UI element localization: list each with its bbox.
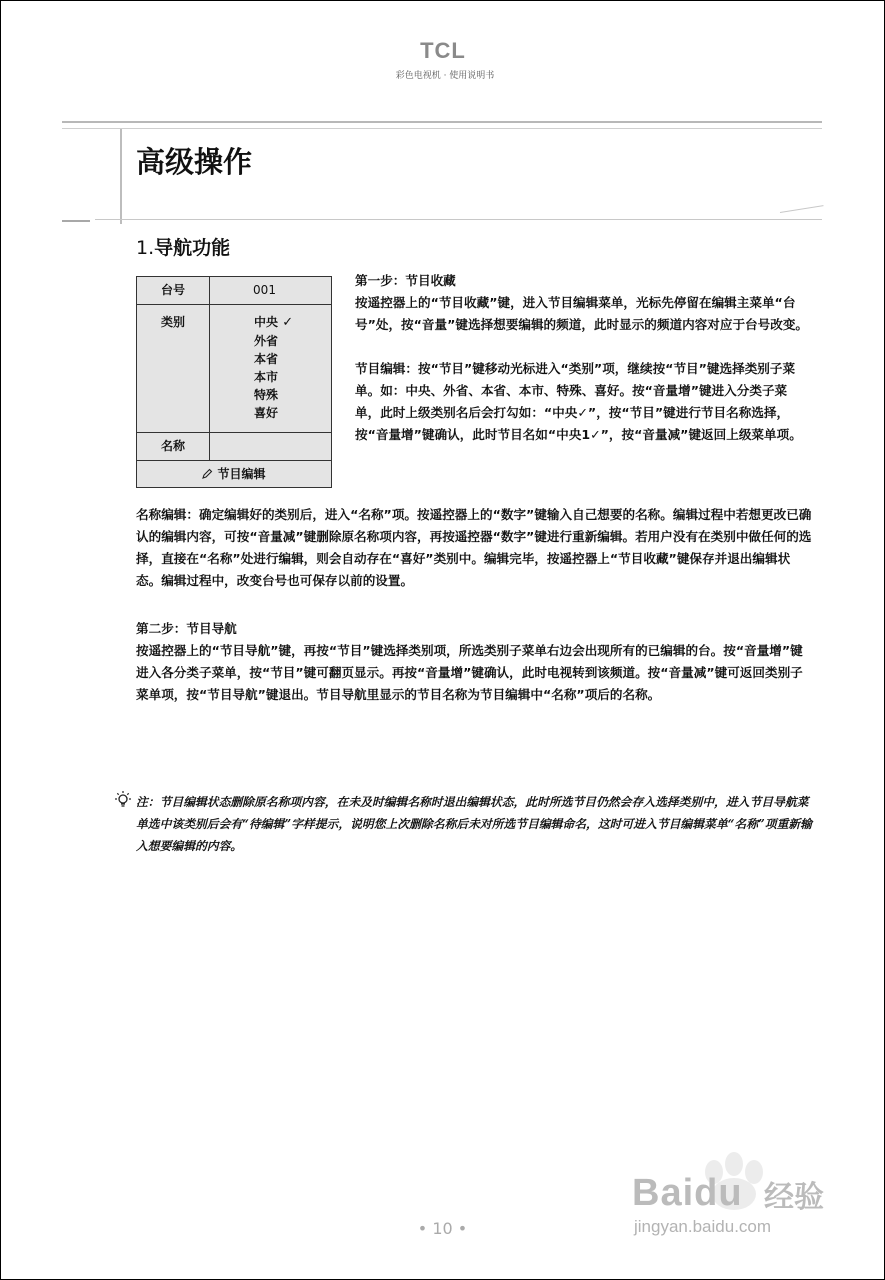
menu-name-value bbox=[209, 433, 331, 460]
category-item: 本市 bbox=[254, 370, 279, 384]
watermark-url: jingyan.baidu.com bbox=[634, 1217, 772, 1236]
menu-row-number bbox=[137, 277, 331, 305]
step2-paragraph-1: 按遥控器上的“节目导航”键，再按“节目”键选择类别项，所选类别子菜单右边会出现所有的已编辑的台。按“音量增”键进入各分类子菜单，按“节目”键可翻页显示。再按“音量增”键确认，此时电视转到该频道。按“音量减”键可返回类别子菜单项，按“节目导航”键退出。节目导航里显示的节目名称为节目编辑中“名称”项后的名称。 bbox=[136, 643, 803, 702]
menu-name-label: 名称 bbox=[160, 439, 185, 453]
program-edit-menu-diagram bbox=[136, 276, 332, 488]
menu-row-name bbox=[137, 433, 331, 461]
note-text: 注：节目编辑状态删除原名称项内容，在未及时编辑名称时退出编辑状态，此时所选节目仍然会存入选择类别中，进入节目导航菜单选中该类别后会有“待编辑”字样提示，说明您上次删除名称后未对所选节目编辑命名，这时可进入节目编辑菜单“名称”项重新输入想要编辑的内容。 bbox=[136, 795, 812, 853]
watermark-brand: Baidu bbox=[632, 1172, 743, 1214]
subsection-number: 1. bbox=[136, 237, 155, 259]
step2-title: 第二步：节目导航 bbox=[136, 621, 237, 636]
category-item: 中央 ✓ bbox=[254, 315, 294, 330]
menu-row-category bbox=[137, 305, 331, 433]
menu-number-value: 001 bbox=[209, 277, 331, 304]
category-item: 外省 bbox=[254, 334, 279, 348]
section-rule bbox=[95, 219, 822, 220]
menu-category-label: 类别 bbox=[160, 315, 185, 329]
category-list bbox=[254, 313, 293, 422]
step1-paragraph-2: 节目编辑：按“节目”键移动光标进入“类别”项，继续按“节目”键选择类别子菜单。如：中央、外省、本省、本市、特殊、喜好。按“音量增”键进入分类子菜单，此时上级类别名后会打勾如：“中央✓”，按“节目”键进行节目名称选择，按“音量增”键确认，此时节目名如“中央1✓”，按“音量减”键返回上级菜单项。 bbox=[355, 361, 802, 442]
header-subtitle: 彩色电视机 · 使用说明书 bbox=[395, 71, 495, 81]
section-title: 高级操作 bbox=[136, 145, 253, 179]
category-item: 特殊 bbox=[254, 388, 279, 402]
step1-paragraph-3: 名称编辑：确定编辑好的类别后，进入“名称”项。按遥控器上的“数字”键输入自己想要的名称。编辑过程中若想更改已确认的编辑内容，可按“音量减”键删除原名称项内容，再按遥控器“数字”键进行重新编辑。若用户没有在类别中做任何的选择，直接在“名称”处进行编辑，则会自动存在“喜好”类别中。编辑完毕，按遥控器上“节目收藏”键保存并退出编辑状态。编辑过程中，改变台号也可保存以前的设置。 bbox=[136, 507, 812, 588]
header-rule bbox=[62, 121, 822, 123]
menu-category-values bbox=[209, 305, 331, 432]
category-item: 喜好 bbox=[254, 406, 279, 420]
menu-edit-label: 节目编辑 bbox=[217, 467, 266, 481]
subsection-heading bbox=[136, 233, 230, 260]
header-rule-thin bbox=[62, 128, 822, 129]
section-vertical-bar bbox=[120, 129, 122, 224]
section-rule-accent bbox=[62, 220, 90, 222]
check-icon: ✓ bbox=[282, 315, 294, 330]
lightbulb-icon bbox=[113, 790, 133, 810]
step1-paragraph-1: 按遥控器上的“节目收藏”键，进入节目编辑菜单，光标先停留在编辑主菜单“台号”处，按“音量”键选择想要编辑的频道，此时显示的频道内容对应于台号改变。 bbox=[355, 295, 809, 332]
subsection-title: 导航功能 bbox=[154, 237, 231, 259]
menu-number-label: 台号 bbox=[160, 283, 185, 297]
edit-icon bbox=[202, 468, 213, 479]
step1-title: 第一步：节目收藏 bbox=[355, 273, 456, 288]
tcl-logo: TCL bbox=[420, 38, 466, 63]
menu-edit-footer bbox=[137, 461, 331, 487]
category-item: 本省 bbox=[254, 352, 279, 366]
watermark-suffix: 经验 bbox=[764, 1180, 824, 1215]
page-number: • 10 • bbox=[417, 1219, 468, 1238]
